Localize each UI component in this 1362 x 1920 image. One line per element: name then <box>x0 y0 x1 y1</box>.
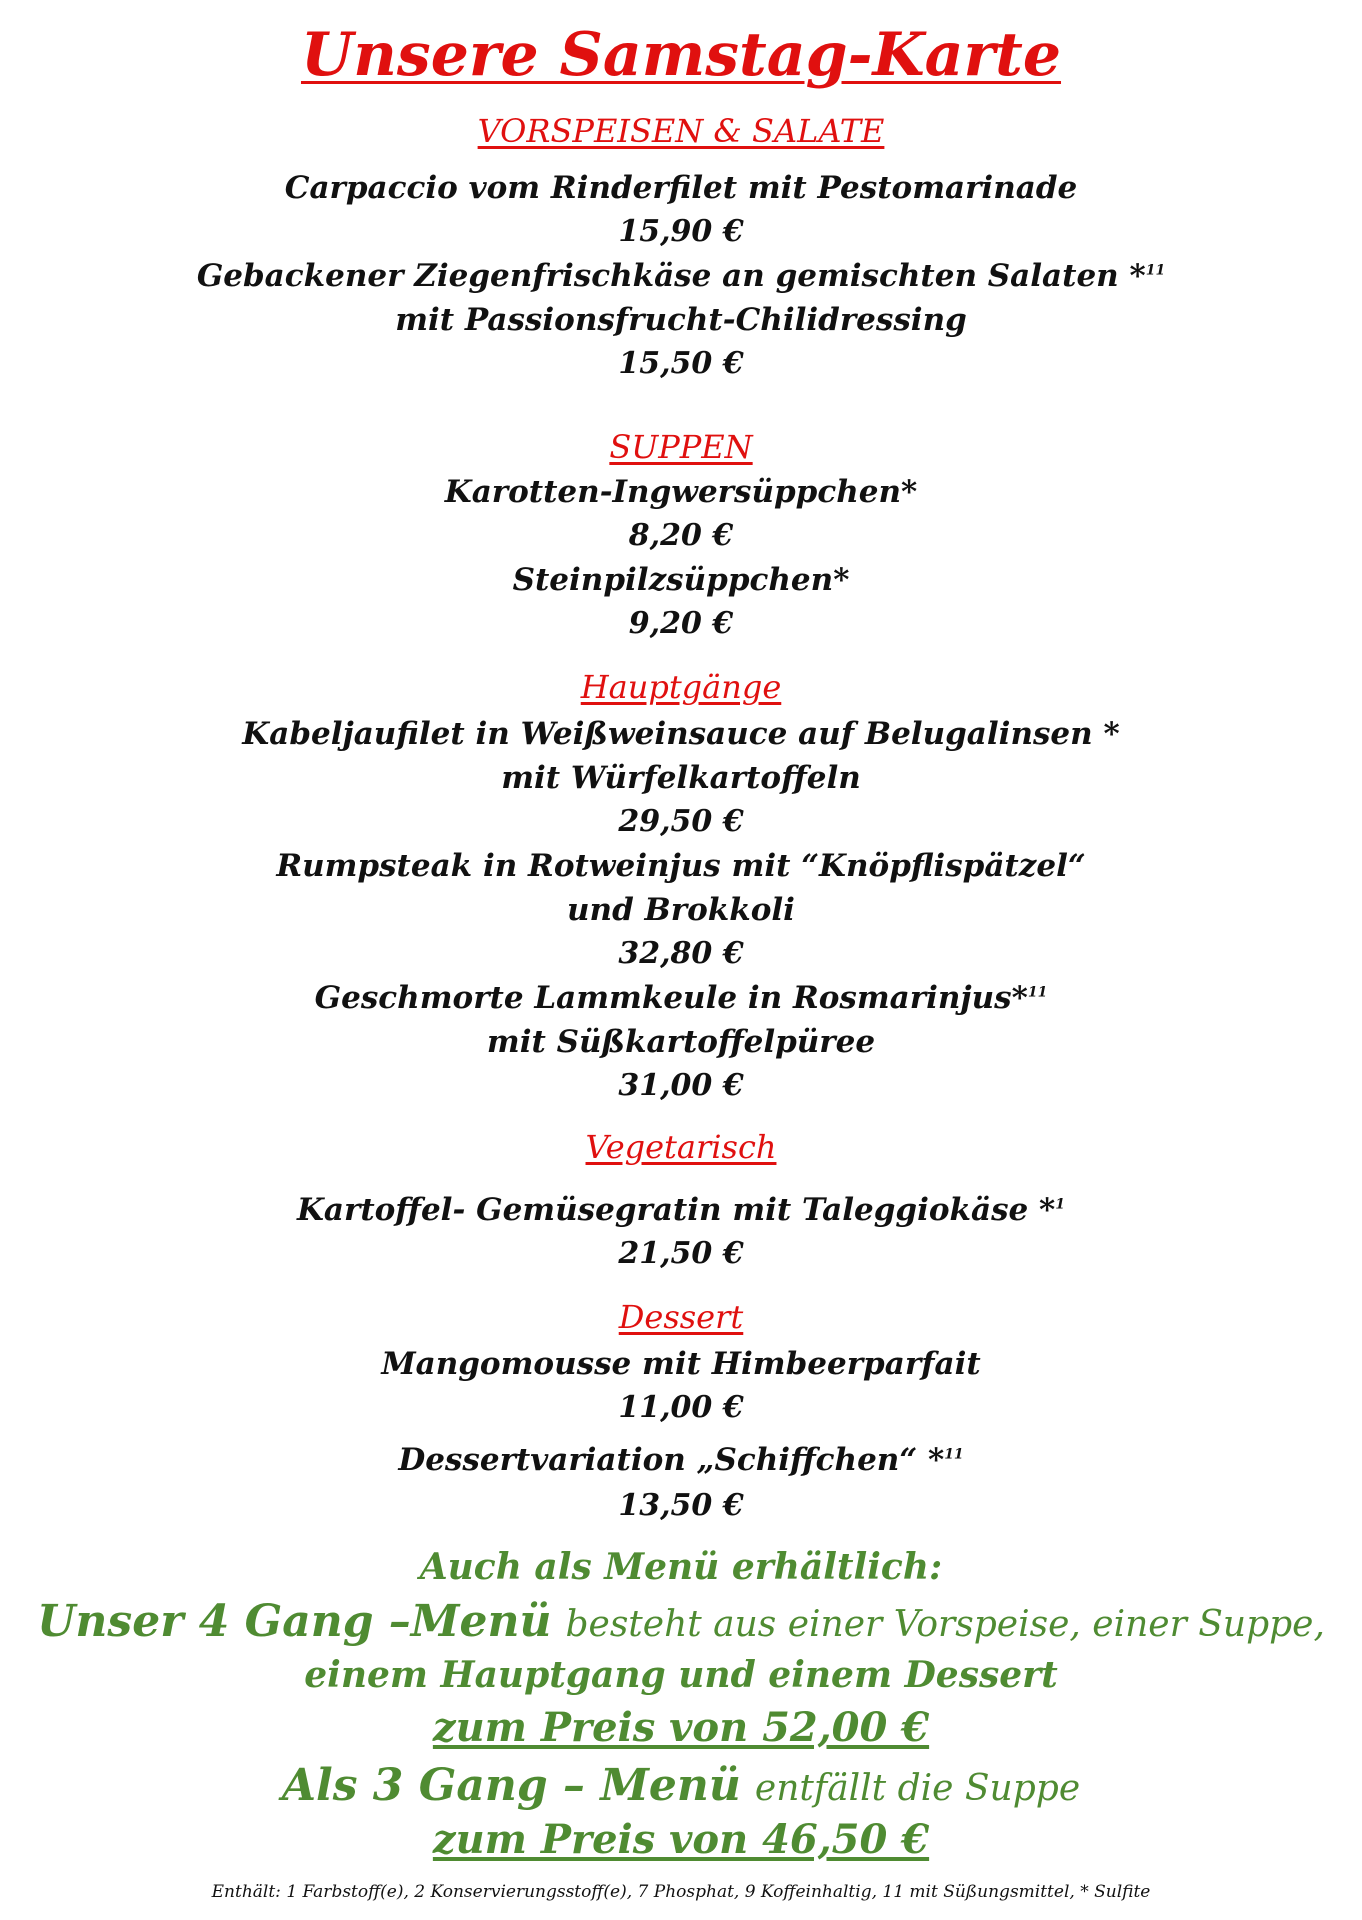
four-course-rest: besteht aus einer Vorspeise, einer Suppe, <box>565 1604 1325 1645</box>
dish-price: 31,00 € <box>618 1068 744 1103</box>
three-course-rest: entfällt die Suppe <box>754 1768 1081 1809</box>
dish-description: mit Süßkartoffelpüree <box>486 1024 876 1060</box>
dish-price: 11,00 € <box>618 1390 744 1425</box>
allergen-superscript: 11 <box>1145 262 1166 279</box>
dish-price: 9,20 € <box>628 606 734 641</box>
dish-name-text: Geschmorte Lammkeule in Rosmarinjus* <box>314 980 1028 1016</box>
dish-name: Steinpilzsüppchen* <box>512 562 850 598</box>
three-course-description <box>0 1760 1362 1811</box>
dish-name-text: Dessertvariation „Schiffchen“ * <box>398 1442 945 1478</box>
section-heading-vorspeisen: VORSPEISEN & SALATE <box>477 112 885 150</box>
dish-name-text: Gebackener Ziegenfrischkäse an gemischten Salaten * <box>196 258 1146 294</box>
section-heading-hauptgaenge: Hauptgänge <box>580 668 782 706</box>
three-course-lead: Als 3 Gang – Menü <box>281 1760 741 1811</box>
dish-name: Rumpsteak in Rotweinjus mit “Knöpflispätzel“ <box>276 848 1086 884</box>
four-course-price: zum Preis von 52,00 € <box>432 1704 930 1751</box>
four-course-description-line2: einem Hauptgang und einem Dessert <box>304 1654 1058 1696</box>
dish-name: Kabeljaufilet in Weißweinsauce auf Belugalinsen * <box>242 716 1120 752</box>
dish-name: Mangomousse mit Himbeerparfait <box>381 1346 981 1382</box>
allergen-footnote: Enthält: 1 Farbstoff(e), 2 Konservierungsstoff(e), 7 Phosphat, 9 Koffeinhaltig, 11 mit Süßungsmittel, * Sulfite <box>211 1882 1151 1902</box>
dish-price: 29,50 € <box>618 804 744 839</box>
dish-name-text: Kartoffel- Gemüsegratin mit Taleggiokäse * <box>296 1192 1056 1228</box>
dish-name: Karotten-Ingwersüppchen* <box>444 474 918 510</box>
section-heading-vegetarisch: Vegetarisch <box>585 1128 777 1166</box>
dish-name <box>0 1192 1362 1228</box>
section-heading-suppen: SUPPEN <box>609 428 753 466</box>
dish-price: 32,80 € <box>618 936 744 971</box>
dish-price: 13,50 € <box>618 1488 744 1523</box>
dish-description: mit Passionsfrucht-Chilidressing <box>395 302 967 338</box>
allergen-superscript: 11 <box>1027 984 1048 1001</box>
dish-description: und Brokkoli <box>567 892 795 928</box>
allergen-superscript: 1 <box>1055 1196 1066 1213</box>
menu-offer-headline: Auch als Menü erhältlich: <box>419 1546 943 1588</box>
dish-name: Carpaccio vom Rinderfilet mit Pestomarinade <box>284 170 1078 206</box>
dish-description: mit Würfelkartoffeln <box>501 760 861 796</box>
dish-name <box>0 258 1362 294</box>
four-course-description <box>0 1596 1362 1647</box>
dish-price: 21,50 € <box>618 1236 744 1271</box>
three-course-price: zum Preis von 46,50 € <box>432 1816 930 1863</box>
page-title: Unsere Samstag-Karte <box>300 20 1062 90</box>
dish-price: 15,50 € <box>618 346 744 381</box>
section-heading-dessert: Dessert <box>618 1298 744 1336</box>
dish-name <box>0 1442 1362 1478</box>
allergen-superscript: 11 <box>944 1446 964 1463</box>
four-course-lead: Unser 4 Gang –Menü <box>37 1596 552 1647</box>
dish-price: 15,90 € <box>618 214 744 249</box>
dish-name <box>0 980 1362 1016</box>
dish-price: 8,20 € <box>628 518 734 553</box>
